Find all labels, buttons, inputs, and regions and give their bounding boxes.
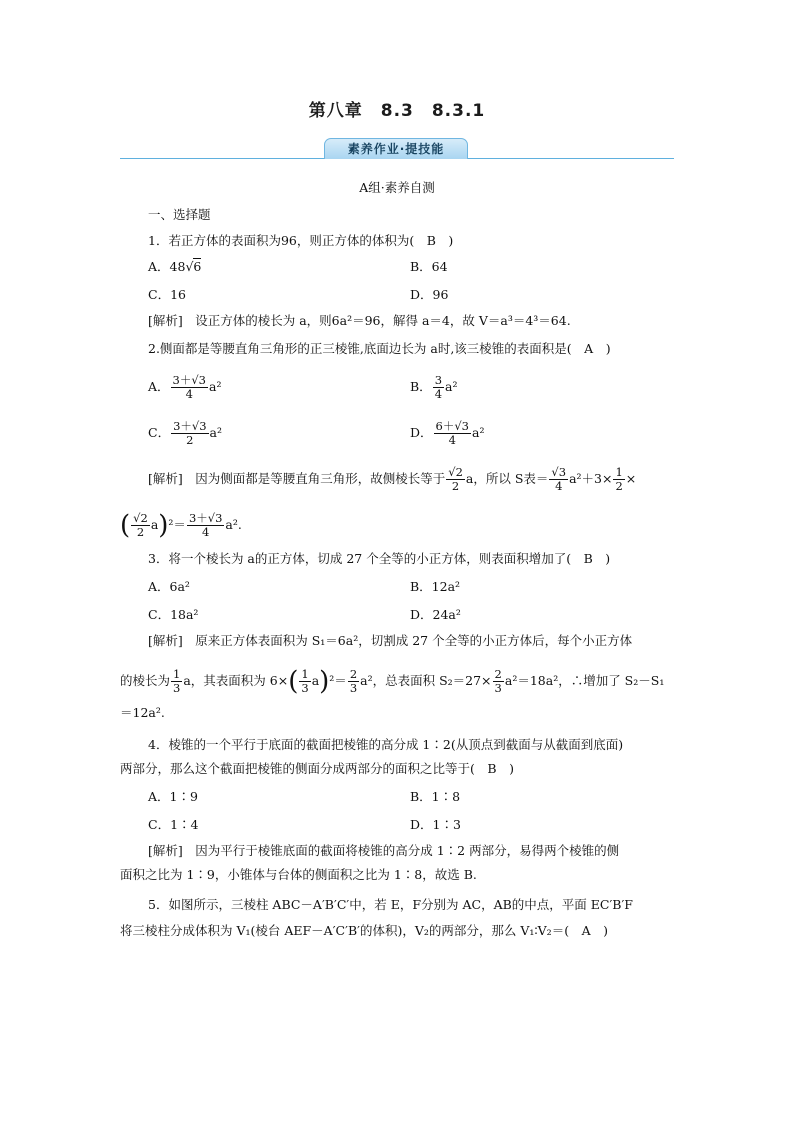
q2-option-d (410, 420, 484, 447)
q4-option-a: A．1∶9 (148, 789, 198, 804)
fraction (446, 466, 465, 493)
question-3-stem: 3．将一个棱长为 a的正方体，切成 27 个全等的小正方体，则表面积增加了( B ) (148, 551, 611, 566)
fraction-denominator: 2 (186, 433, 194, 447)
q3-option-d: D．24a² (410, 607, 461, 622)
fraction-numerator: √2 (448, 465, 463, 479)
analysis-text: a (150, 517, 159, 532)
fraction (613, 466, 624, 493)
q1-option-c: C．16 (148, 287, 186, 302)
fraction-denominator: 4 (202, 525, 210, 539)
q2-option-c-label: C． (148, 425, 171, 440)
fraction-numerator: 1 (301, 667, 309, 681)
fraction (171, 668, 182, 695)
q2-option-b-fraction (433, 374, 444, 401)
fraction (549, 466, 568, 493)
fraction-denominator: 2 (136, 525, 145, 539)
q2-option-d-tail: a² (472, 425, 485, 440)
fraction-denominator: 4 (185, 387, 193, 401)
q2-option-a-fraction (171, 374, 208, 401)
analysis-text: ²＝ (168, 517, 186, 532)
analysis-text: [解析] 因为侧面都是等腰直角三角形，故侧棱长等于 (148, 471, 446, 486)
section-banner (120, 138, 674, 160)
q1-option-d: D．96 (410, 287, 449, 302)
fraction-numerator: 2 (494, 667, 502, 681)
fraction (131, 512, 150, 539)
question-5-stem-line-2: 将三棱柱分成体积为 V₁(棱台 AEF－A′C′B′的体积)，V₂的两部分，那么 V₁∶V₂＝( A ) (120, 923, 608, 938)
q4-analysis-line-1: [解析] 因为平行于棱锥底面的截面将棱锥的高分成 1∶2 两部分，易得两个棱锥的侧 (148, 843, 620, 858)
fraction-denominator: 4 (434, 387, 443, 401)
fraction-numerator: 3 (434, 373, 443, 387)
q1-analysis: [解析] 设正方体的棱长为 a，则6a²＝96，解得 a＝4，故 V＝a³＝4³＝64. (148, 313, 571, 328)
fraction-numerator: 6＋√3 (435, 419, 469, 433)
q3-option-a: A．6a² (148, 579, 190, 594)
fraction (348, 668, 359, 695)
question-4-stem-line-1: 4．棱锥的一个平行于底面的截面把棱锥的高分成 1∶2(从顶点到截面与从截面到底面) (148, 737, 624, 752)
section-heading: 一、选择题 (148, 207, 211, 222)
fraction-denominator: 2 (615, 479, 623, 493)
analysis-text: a²＝18a²，∴增加了 S₂－S₁ (504, 673, 665, 688)
q2-option-a-tail: a² (209, 379, 222, 394)
analysis-text: ²＝ (329, 673, 347, 688)
q2-option-a-label: A． (148, 379, 170, 394)
fraction-denominator: 4 (555, 479, 563, 493)
q2-option-d-fraction (434, 420, 471, 447)
q4-option-d: D．1∶3 (410, 817, 461, 832)
fraction-numerator: 2 (349, 667, 358, 681)
left-paren: ( (288, 666, 299, 697)
analysis-text: a，其表面积为 6× (183, 673, 289, 688)
question-4-stem-line-2: 两部分，那么这个截面把棱锥的侧面分成两部分的面积之比等于( B ) (120, 761, 514, 776)
question-5-stem-line-1: 5．如图所示，三棱柱 ABC－A′B′C′中，若 E，F分别为 AC，AB的中点，平面 EC′B′F (148, 897, 633, 912)
page-title: 第八章 8.3 8.3.1 (308, 101, 486, 121)
q2-option-b-label: B． (410, 379, 432, 394)
fraction-numerator: 3＋√3 (188, 511, 223, 525)
q4-option-c: C．1∶4 (148, 817, 199, 832)
fraction-numerator: √3 (551, 465, 567, 479)
analysis-text: a (311, 673, 320, 688)
fraction-numerator: 1 (173, 667, 181, 681)
q2-option-d-label: D． (410, 425, 433, 440)
analysis-text: a²，总表面积 S₂＝27× (360, 673, 492, 688)
q3-option-c: C．18a² (148, 607, 199, 622)
question-2-stem: 2.侧面都是等腰直角三角形的正三棱锥,底面边长为 a时,该三棱锥的表面积是( A ) (148, 341, 611, 356)
left-paren: ( (120, 510, 131, 541)
q1-option-a (148, 258, 201, 276)
banner-label: 素养作业·提技能 (324, 138, 468, 159)
analysis-text: a，所以 S表＝ (465, 471, 549, 486)
q2-option-b (410, 374, 457, 401)
q4-analysis-line-2: 面积之比为 1∶9，小锥体与台体的侧面积之比为 1∶8，故选 B. (120, 867, 477, 882)
fraction-denominator: 3 (301, 681, 309, 695)
q3-analysis-line-1: [解析] 原来正方体表面积为 S₁＝6a²，切割成 27 个全等的小正方体后，每个小正方体 (148, 633, 633, 648)
q2-analysis-line-2 (120, 512, 242, 539)
fraction-denominator: 2 (451, 479, 460, 493)
fraction-numerator: 1 (615, 465, 623, 479)
question-1-stem: 1．若正方体的表面积为96，则正方体的体积为( B ) (148, 233, 454, 248)
analysis-text: 的棱长为 (120, 673, 171, 688)
fraction-numerator: 3＋√3 (172, 373, 206, 387)
fraction-denominator: 3 (173, 681, 181, 695)
q2-option-c (148, 420, 222, 447)
q2-analysis-line-1 (148, 466, 636, 493)
right-paren: ) (319, 666, 330, 697)
fraction-denominator: 3 (349, 681, 358, 695)
right-paren: ) (158, 510, 169, 541)
q1-option-a-radicand: 6 (193, 259, 202, 274)
fraction (299, 668, 310, 695)
analysis-text: a². (225, 517, 242, 532)
sqrt-symbol: √ (185, 259, 194, 274)
fraction-denominator: 3 (494, 681, 502, 695)
q3-analysis-line-2 (120, 668, 664, 695)
q4-option-b: B．1∶8 (410, 789, 461, 804)
fraction (187, 512, 224, 539)
fraction-denominator: 4 (448, 433, 456, 447)
q2-option-c-tail: a² (209, 425, 223, 440)
analysis-text: × (625, 471, 637, 486)
group-title: A组·素养自测 (359, 180, 435, 195)
q1-option-b: B．64 (410, 259, 448, 274)
q2-option-a (148, 374, 221, 401)
analysis-text: a²＋3× (569, 471, 613, 486)
q2-option-b-tail: a² (445, 379, 458, 394)
q1-option-a-text: A．48 (148, 259, 186, 274)
q3-analysis-line-3: ＝12a². (120, 705, 165, 720)
q2-option-c-fraction (171, 420, 208, 447)
q3-option-b: B．12a² (410, 579, 461, 594)
fraction (493, 668, 504, 695)
fraction-numerator: 3＋√3 (173, 419, 207, 433)
fraction-numerator: √2 (133, 511, 148, 525)
